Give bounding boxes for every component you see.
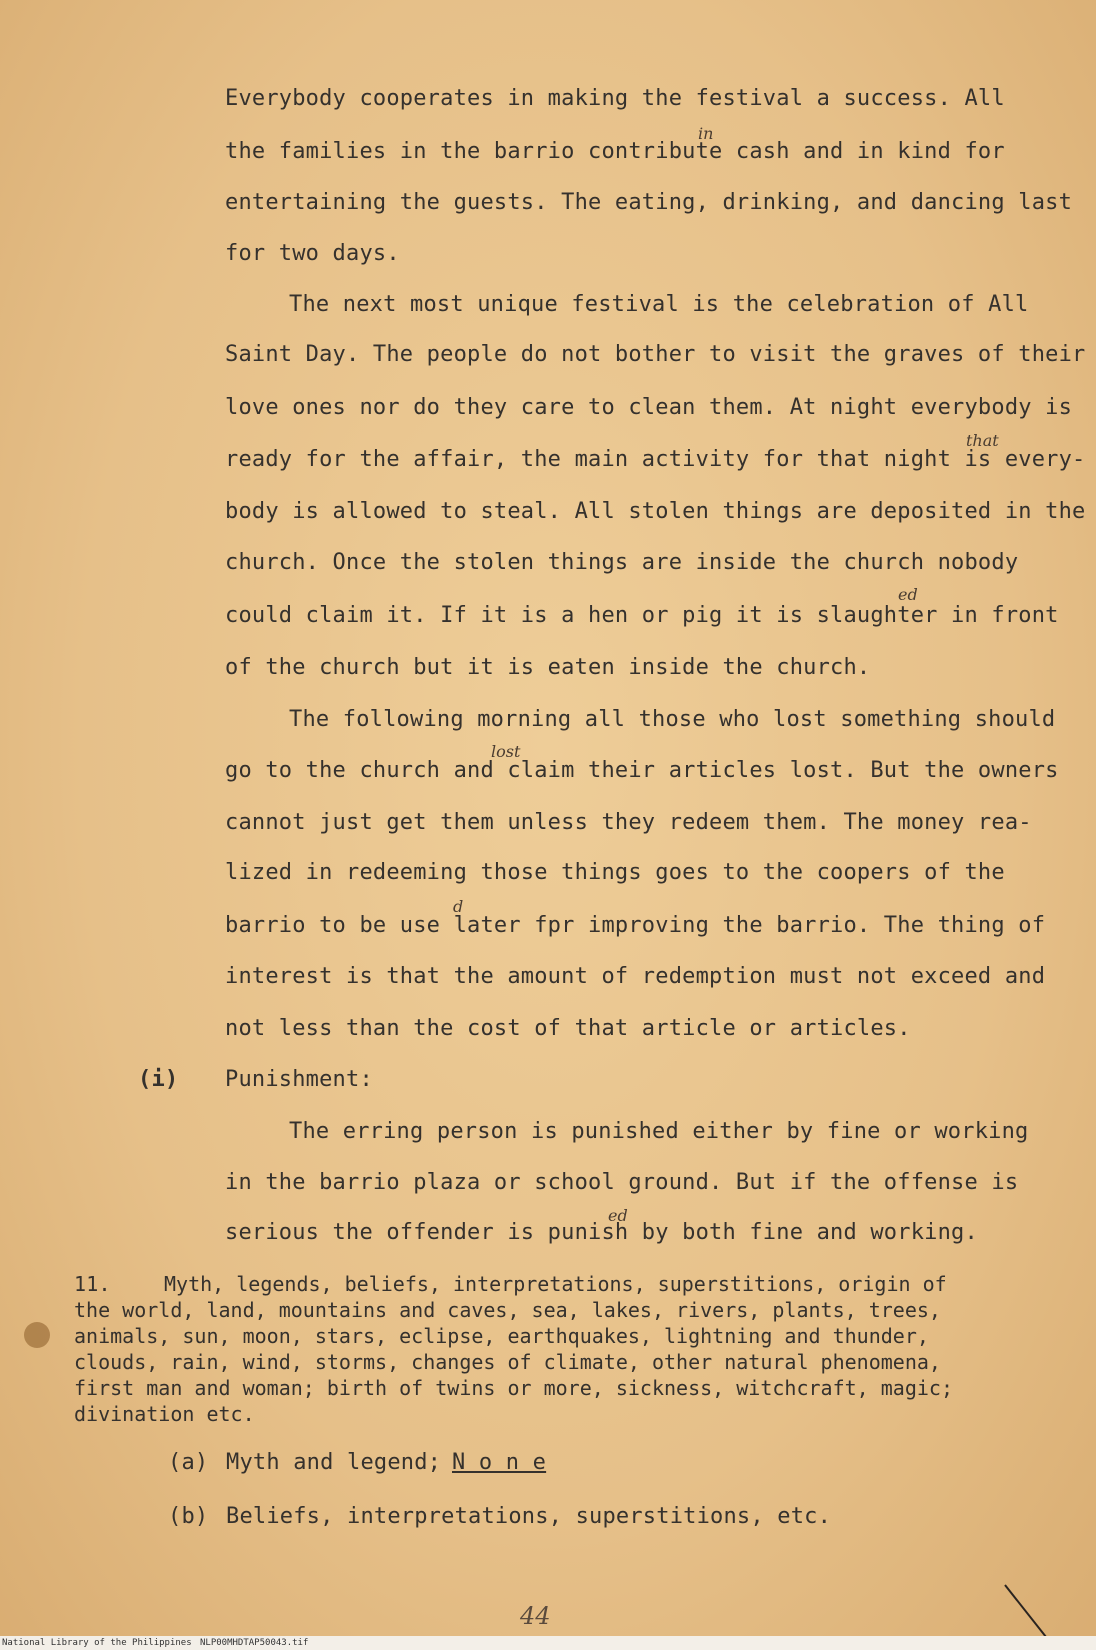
annotation-ed-1: ed: [898, 585, 918, 604]
p3-line-4: lized in redeeming those things goes to the coopers of the: [225, 860, 1005, 885]
footer-file: NLP00MHDTAP50043.tif: [200, 1638, 309, 1648]
p3-line-6: interest is that the amount of redemption must not exceed and: [225, 964, 1046, 989]
p1-line-4: for two days.: [225, 241, 400, 266]
section-11-line-4: clouds, rain, wind, storms, changes of climate, other natural phenomena,: [74, 1350, 941, 1374]
item-a-value: N o n e: [452, 1450, 547, 1475]
p2-line-1: The next most unique festival is the celebration of All: [289, 292, 1029, 317]
annotation-d: d: [453, 897, 464, 916]
annotation-ed-2: ed: [608, 1206, 628, 1225]
annotation-that: that: [966, 431, 999, 450]
section-11-line-1: Myth, legends, beliefs, interpretations, superstitions, origin of: [164, 1272, 947, 1296]
section-11-number: 11.: [74, 1272, 111, 1296]
ink-stain: [24, 1322, 50, 1348]
annotation-in: in: [698, 124, 714, 143]
item-a-label: Myth and legend;: [226, 1450, 442, 1475]
section-i-title: Punishment:: [225, 1067, 373, 1092]
p1-line-3: entertaining the guests. The eating, drinking, and dancing last: [225, 190, 1073, 215]
p3-line-7: not less than the cost of that article or articles.: [225, 1016, 911, 1041]
p4-line-2: in the barrio plaza or school ground. But if the offense is: [225, 1170, 1019, 1195]
section-i-marker: (i): [138, 1067, 179, 1092]
annotation-lost: lost: [491, 742, 521, 761]
p2-line-2: Saint Day. The people do not bother to visit the graves of their: [225, 342, 1086, 367]
p3-line-1: The following morning all those who lost something should: [289, 707, 1056, 732]
p2-line-6: church. Once the stolen things are inside the church nobody: [225, 550, 1019, 575]
p2-line-5: body is allowed to steal. All stolen things are deposited in the: [225, 499, 1086, 524]
p1-line-2: the families in the barrio contribute cash and in kind for: [225, 139, 1005, 164]
item-b-marker: (b): [168, 1504, 209, 1529]
p1-line-1: Everybody cooperates in making the festival a success. All: [225, 86, 1005, 111]
section-11-line-2: the world, land, mountains and caves, sea, lakes, rivers, plants, trees,: [74, 1298, 941, 1322]
p2-line-4: ready for the affair, the main activity for that night is every-: [225, 447, 1086, 472]
section-11-line-3: animals, sun, moon, stars, eclipse, earthquakes, lightning and thunder,: [74, 1324, 929, 1348]
footer-bar: [0, 1636, 1096, 1650]
page-number: 44: [520, 1602, 551, 1630]
item-a-marker: (a): [168, 1450, 209, 1475]
p3-line-3: cannot just get them unless they redeem them. The money rea-: [225, 810, 1032, 835]
section-11-line-5: first man and woman; birth of twins or more, sickness, witchcraft, magic;: [74, 1376, 953, 1400]
p4-line-3: serious the offender is punish by both fine and working.: [225, 1220, 978, 1245]
section-11-line-6: divination etc.: [74, 1402, 255, 1426]
p2-line-7: could claim it. If it is a hen or pig it is slaughter in front: [225, 603, 1059, 628]
p3-line-2: go to the church and claim their articles lost. But the owners: [225, 758, 1059, 783]
footer-library: National Library of the Philippines: [2, 1638, 192, 1648]
p4-line-1: The erring person is punished either by fine or working: [289, 1119, 1029, 1144]
p3-line-5: barrio to be use later fpr improving the barrio. The thing of: [225, 913, 1046, 938]
p2-line-8: of the church but it is eaten inside the church.: [225, 655, 871, 680]
item-b-label: Beliefs, interpretations, superstitions, etc.: [226, 1504, 832, 1529]
p2-line-3: love ones nor do they care to clean them. At night everybody is: [225, 395, 1073, 420]
